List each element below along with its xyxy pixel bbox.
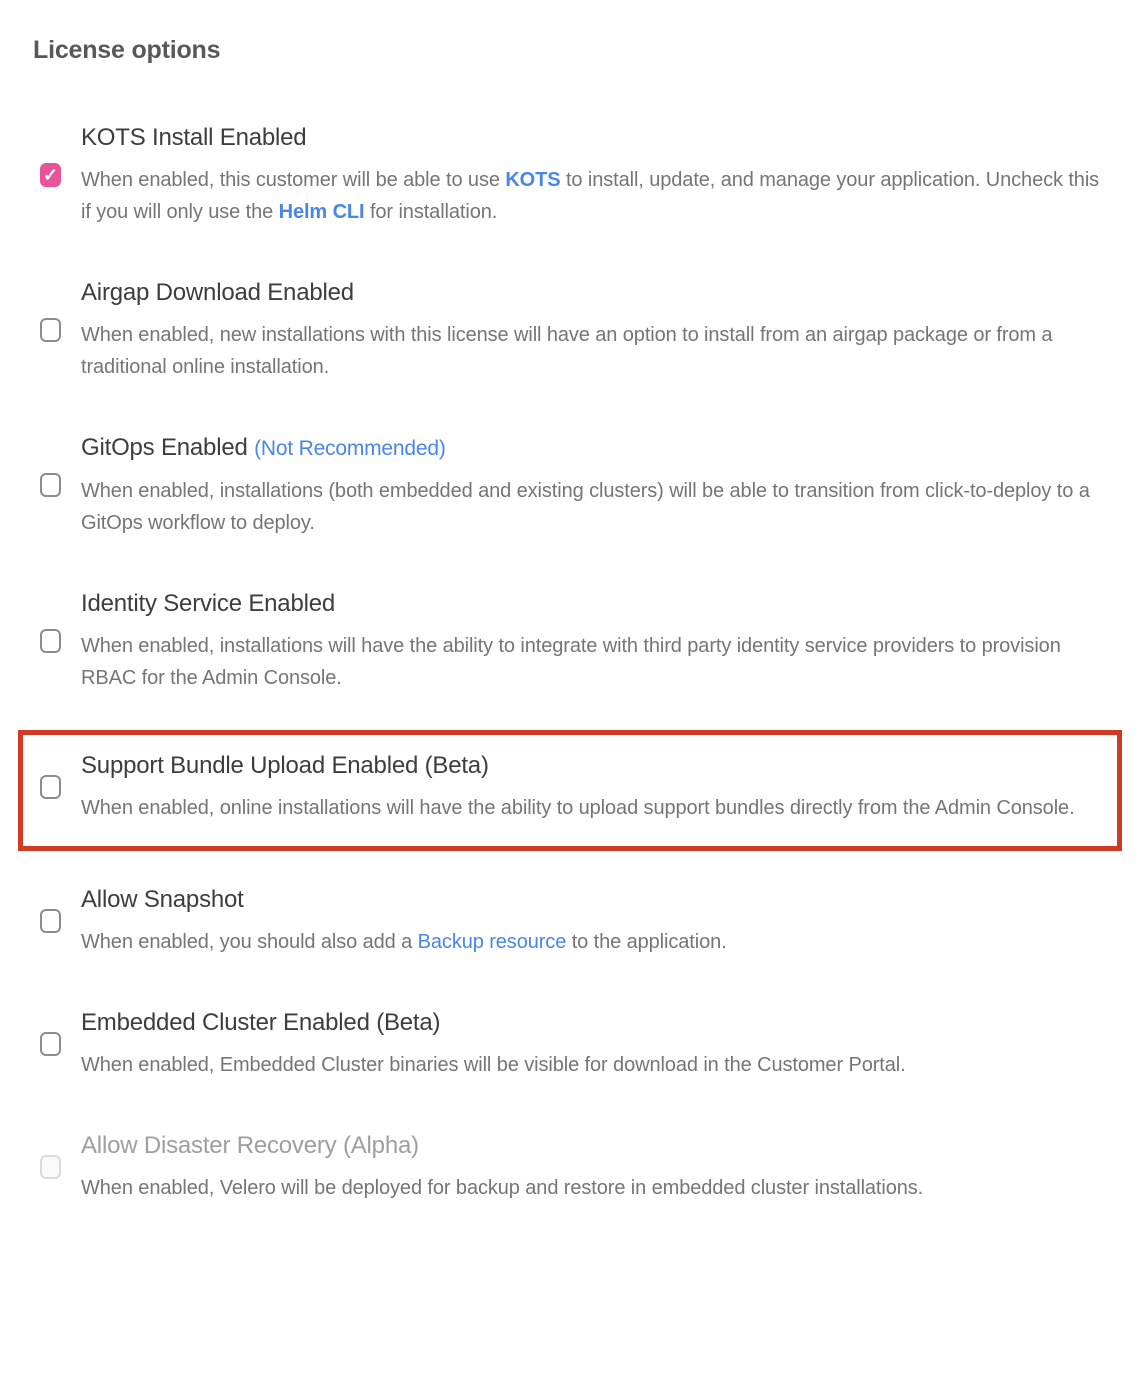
option-description	[81, 630, 1101, 694]
option-content	[81, 1006, 1102, 1081]
option-allow-snapshot	[40, 883, 1102, 958]
option-title	[81, 1006, 1102, 1040]
backup-resource-link[interactable]: Backup resource	[417, 931, 567, 953]
option-content	[81, 276, 1102, 383]
option-title-text: Allow Snapshot	[81, 886, 244, 913]
text-segment: When enabled, you should also add a	[81, 931, 418, 953]
option-content	[81, 121, 1102, 228]
gitops-checkbox[interactable]	[40, 473, 61, 497]
identity-service-checkbox[interactable]	[40, 629, 61, 653]
text-segment: When enabled, online installations will have the ability to upload support bundles directly from the Admin Console.	[81, 797, 1075, 819]
option-description	[81, 475, 1101, 539]
option-allow-disaster-recovery	[40, 1129, 1102, 1204]
option-title	[81, 1129, 1102, 1163]
airgap-download-checkbox[interactable]	[40, 318, 61, 342]
option-title-text: Airgap Download Enabled	[81, 279, 354, 306]
helm-cli-link[interactable]: Helm CLI	[278, 201, 365, 223]
kots-link[interactable]: KOTS	[505, 169, 561, 191]
option-title-text: Identity Service Enabled	[81, 590, 336, 617]
text-segment: to the application.	[566, 931, 727, 953]
text-segment: When enabled, this customer will be able to use	[81, 169, 506, 191]
text-segment: When enabled, new installations with this license will have an option to install from an airgap package or from a traditional online installation.	[81, 324, 1053, 378]
option-content	[81, 1129, 1102, 1204]
option-description	[81, 319, 1101, 383]
option-title	[81, 749, 1102, 783]
allow-snapshot-checkbox[interactable]	[40, 909, 61, 933]
option-title	[81, 431, 1102, 466]
text-segment: When enabled, Velero will be deployed for backup and restore in embedded cluster installations.	[81, 1177, 924, 1199]
text-segment: to install, update, and manage your application. Uncheck this if you will only use the	[81, 169, 1100, 223]
option-title-text: Allow Disaster Recovery (Alpha)	[81, 1132, 419, 1159]
text-segment: When enabled, installations (both embedded and existing clusters) will be able to transition from click-to-deploy to a GitOps workflow to deploy.	[81, 480, 1090, 534]
page-title: License options	[33, 36, 221, 64]
option-embedded-cluster	[40, 1006, 1102, 1081]
option-kots-install	[40, 121, 1102, 228]
option-title-text: KOTS Install Enabled	[81, 124, 307, 151]
text-segment: When enabled, installations will have the ability to integrate with third party identity service providers to provision RBAC for the Admin Console.	[81, 635, 1061, 689]
option-title-text: Embedded Cluster Enabled (Beta)	[81, 1009, 441, 1036]
option-title	[81, 276, 1102, 310]
option-description	[81, 792, 1101, 824]
text-segment: for installation.	[364, 201, 498, 223]
support-bundle-upload-checkbox[interactable]	[40, 775, 61, 799]
option-title	[81, 883, 1102, 917]
option-description	[81, 1049, 1101, 1081]
option-gitops	[40, 431, 1102, 539]
option-description	[81, 1172, 1101, 1204]
option-title	[81, 587, 1102, 621]
option-content	[81, 883, 1102, 958]
option-content	[81, 431, 1102, 539]
option-content	[81, 587, 1102, 694]
option-title-text: GitOps Enabled	[81, 434, 248, 461]
kots-install-checkbox[interactable]	[40, 163, 61, 187]
text-segment: When enabled, Embedded Cluster binaries will be visible for download in the Customer Portal.	[81, 1054, 906, 1076]
option-description	[81, 926, 1101, 958]
embedded-cluster-checkbox[interactable]	[40, 1032, 61, 1056]
option-support-bundle-upload	[40, 749, 1102, 824]
allow-disaster-recovery-checkbox	[40, 1155, 61, 1179]
support-bundle-highlight-box	[18, 730, 1122, 851]
not-recommended-link[interactable]: (Not Recommended)	[254, 437, 446, 460]
option-title-text: Support Bundle Upload Enabled (Beta)	[81, 752, 489, 779]
option-identity-service	[40, 587, 1102, 694]
option-title	[81, 121, 1102, 155]
option-content	[81, 749, 1102, 824]
option-airgap-download	[40, 276, 1102, 383]
option-description	[81, 164, 1101, 228]
